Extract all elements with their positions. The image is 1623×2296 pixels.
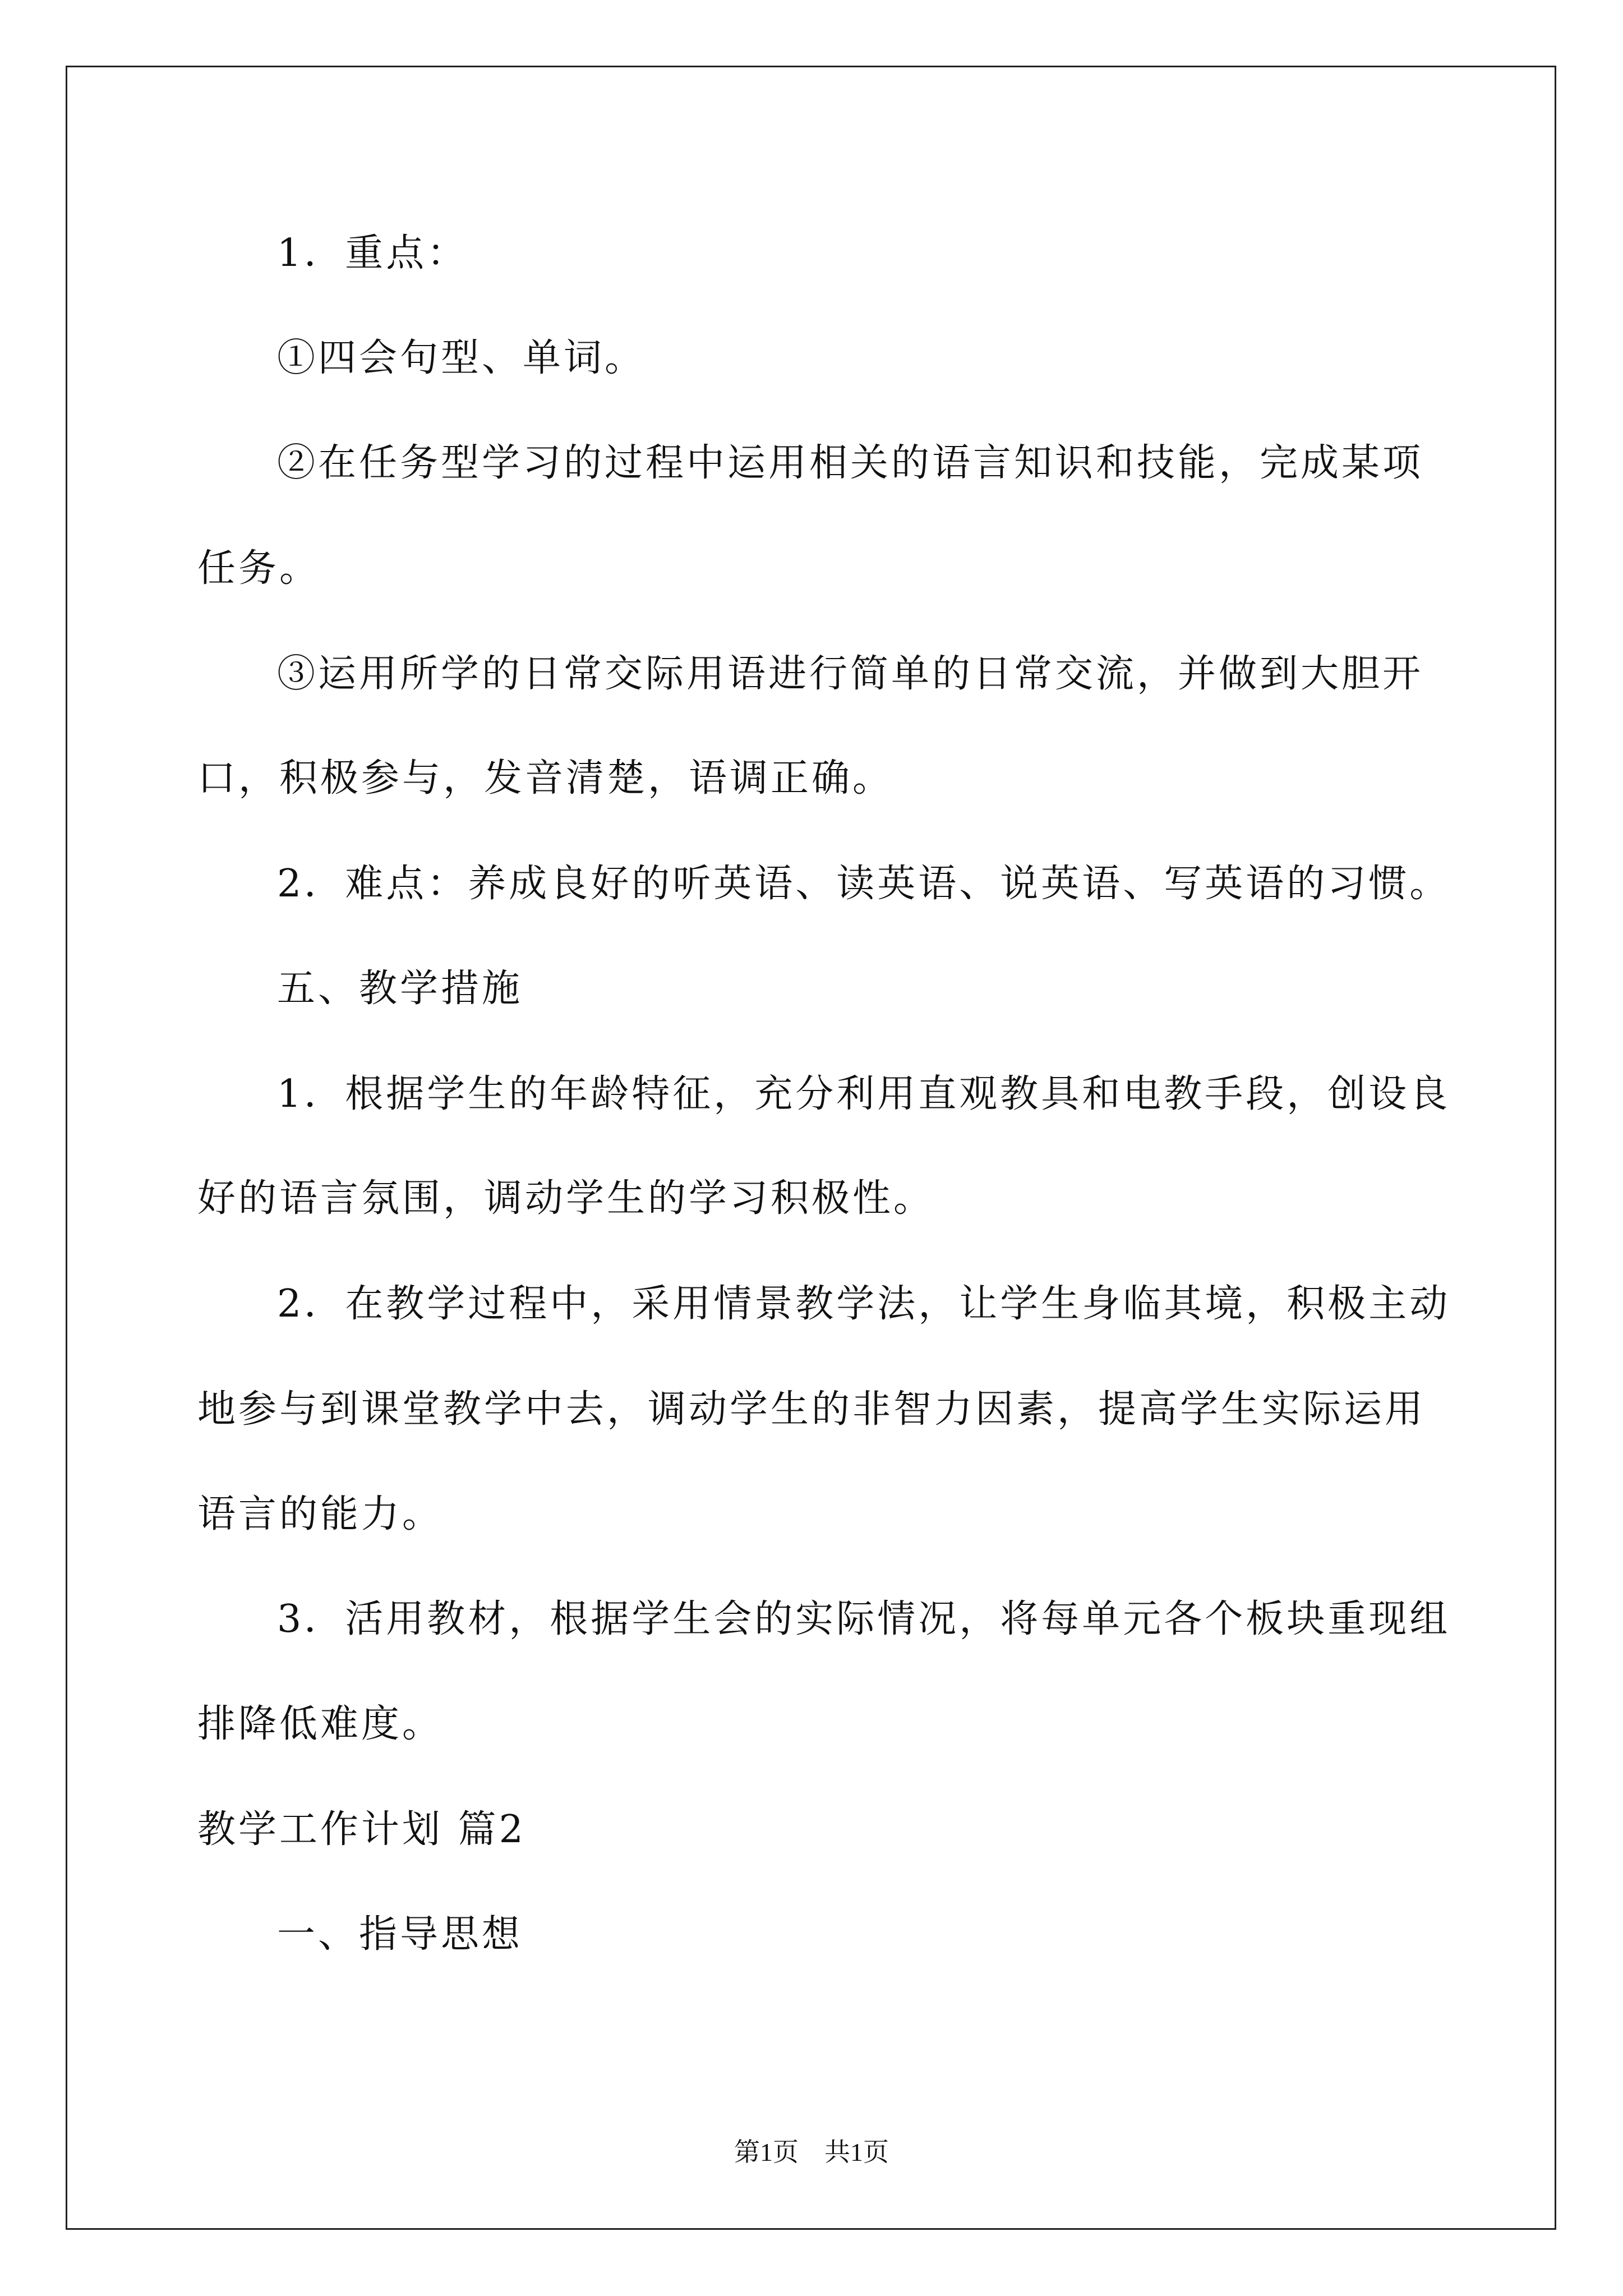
paragraph-line: 语言的能力。	[197, 1492, 444, 1536]
paragraph-line: ②在任务型学习的过程中运用相关的语言知识和技能，完成某项	[277, 441, 1424, 485]
page-number-footer: 第1页 共1页	[734, 2138, 889, 2166]
paragraph-line: 任务。	[197, 546, 321, 591]
paragraph-line: ①四会句型、单词。	[277, 336, 646, 380]
paragraph-line: 地参与到课堂教学中去，调动学生的非智力因素，提高学生实际运用	[197, 1387, 1426, 1432]
key-points-heading: 1．重点：	[277, 231, 468, 275]
paragraph-line: 3．活用教材，根据学生会的实际情况，将每单元各个板块重现组	[277, 1597, 1451, 1641]
paragraph-line: 排降低难度。	[197, 1702, 444, 1746]
paragraph-line: 2．在教学过程中，采用情景教学法，让学生身临其境，积极主动	[277, 1282, 1451, 1326]
section-heading-teaching-measures: 五、教学措施	[277, 967, 523, 1011]
plan-title: 教学工作计划 篇2	[197, 1807, 526, 1852]
difficulty-line: 2．难点：养成良好的听英语、读英语、说英语、写英语的习惯。	[277, 862, 1451, 906]
paragraph-line: 口，积极参与，发音清楚，语调正确。	[197, 756, 894, 800]
paragraph-line: 好的语言氛围，调动学生的学习积极性。	[197, 1176, 935, 1221]
paragraph-line: ③运用所学的日常交际用语进行简单的日常交流，并做到大胆开	[277, 652, 1424, 696]
section-heading-guiding-ideology: 一、指导思想	[277, 1912, 523, 1957]
paragraph-line: 1．根据学生的年龄特征，充分利用直观教具和电教手段，创设良	[277, 1072, 1451, 1116]
page-frame	[66, 66, 1556, 2230]
